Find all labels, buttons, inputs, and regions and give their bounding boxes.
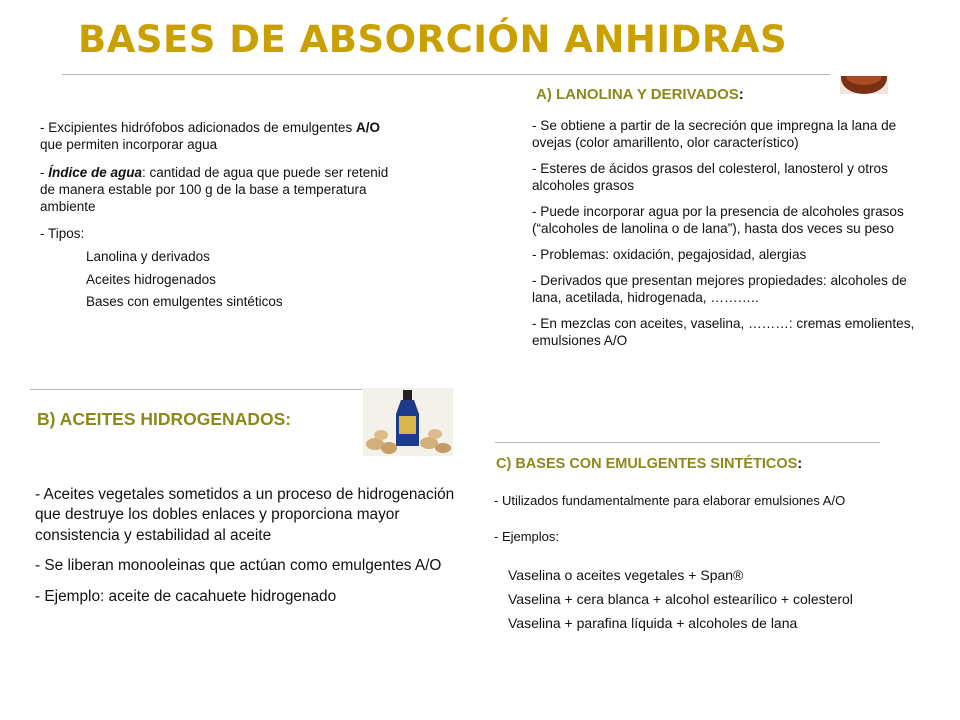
ao-term: A/O	[355, 120, 380, 135]
title-divider	[62, 74, 830, 75]
lanolina-list	[532, 118, 915, 350]
definition-line: - Excipientes hidrófobos adicionados de emulgentes A/O	[40, 120, 380, 135]
aceites-item: - Ejemplo: aceite de cacahuete hidrogenado	[35, 587, 337, 605]
lanolina-heading: A) LANOLINA Y DERIVADOS:	[536, 86, 744, 103]
indice-term: Índice de agua	[48, 164, 143, 180]
page-title: BASES DE ABSORCIÓN ANHIDRAS	[78, 18, 788, 61]
lanolina-item: - Derivados que presentan mejores propiedades: alcoholes de lana, acetilada, hidrogenada, ………..	[532, 272, 907, 305]
ejemplo-item: Vaselina + parafina líquida + alcoholes de lana	[508, 614, 798, 631]
general-section	[40, 120, 455, 313]
aceites-item: - Aceites vegetales sometidos a un proceso de hidrogenación que destruye los dobles enlaces y proporciona mayor consistencia y estabilidad al aceite	[35, 486, 455, 544]
aceites-divider	[30, 389, 362, 390]
lanolina-item: - Puede incorporar agua por la presencia de alcoholes grasos (“alcoholes de lanolina o de lana”), hasta dos veces su peso	[532, 203, 904, 236]
tipos-label: - Tipos:	[40, 226, 85, 242]
lanolina-item: - En mezclas con aceites, vaselina, ………: cremas emolientes, emulsiones A/O	[532, 315, 915, 348]
tipo-item: Aceites hidrogenados	[86, 271, 216, 287]
aceites-heading: B) ACEITES HIDROGENADOS:	[37, 409, 292, 429]
indice-line-2: de manera estable por 100 g de la base a temperatura	[40, 181, 367, 197]
tipo-item: Bases con emulgentes sintéticos	[86, 293, 283, 309]
sinteticos-utilizados: - Utilizados fundamentalmente para elaborar emulsiones A/O	[494, 493, 846, 508]
lanolina-item: - Esteres de ácidos grasos del colesterol, lanosterol y otros alcoholes grasos	[532, 160, 888, 193]
indice-line-3: ambiente	[40, 198, 96, 214]
sinteticos-ejemplos-label: - Ejemplos:	[494, 529, 560, 544]
aceites-item: - Se liberan monooleinas que actúan como emulgentes A/O	[35, 557, 442, 575]
lanolina-section	[536, 86, 896, 103]
sinteticos-heading: C) BASES CON EMULGENTES SINTÉTICOS:	[496, 456, 803, 472]
ejemplo-item: Vaselina + cera blanca + alcohol estearílico + colesterol	[508, 590, 853, 607]
definition-line-2: que permiten incorporar agua	[40, 136, 218, 152]
indice-line: - Índice de agua: cantidad de agua que puede ser retenid	[40, 164, 389, 180]
aceites-list	[35, 485, 465, 607]
sinteticos-ejemplos	[508, 564, 853, 635]
peanut-oil-image	[363, 388, 453, 456]
sinteticos-divider	[495, 442, 880, 443]
tipo-item: Lanolina y derivados	[86, 249, 210, 265]
lanolina-item: - Problemas: oxidación, pegajosidad, alergias	[532, 246, 807, 262]
lanolina-item: - Se obtiene a partir de la secreción que impregna la lana de ovejas (color amarillento, olor característico)	[532, 118, 897, 150]
ejemplo-item: Vaselina o aceites vegetales + Span®	[508, 567, 744, 583]
